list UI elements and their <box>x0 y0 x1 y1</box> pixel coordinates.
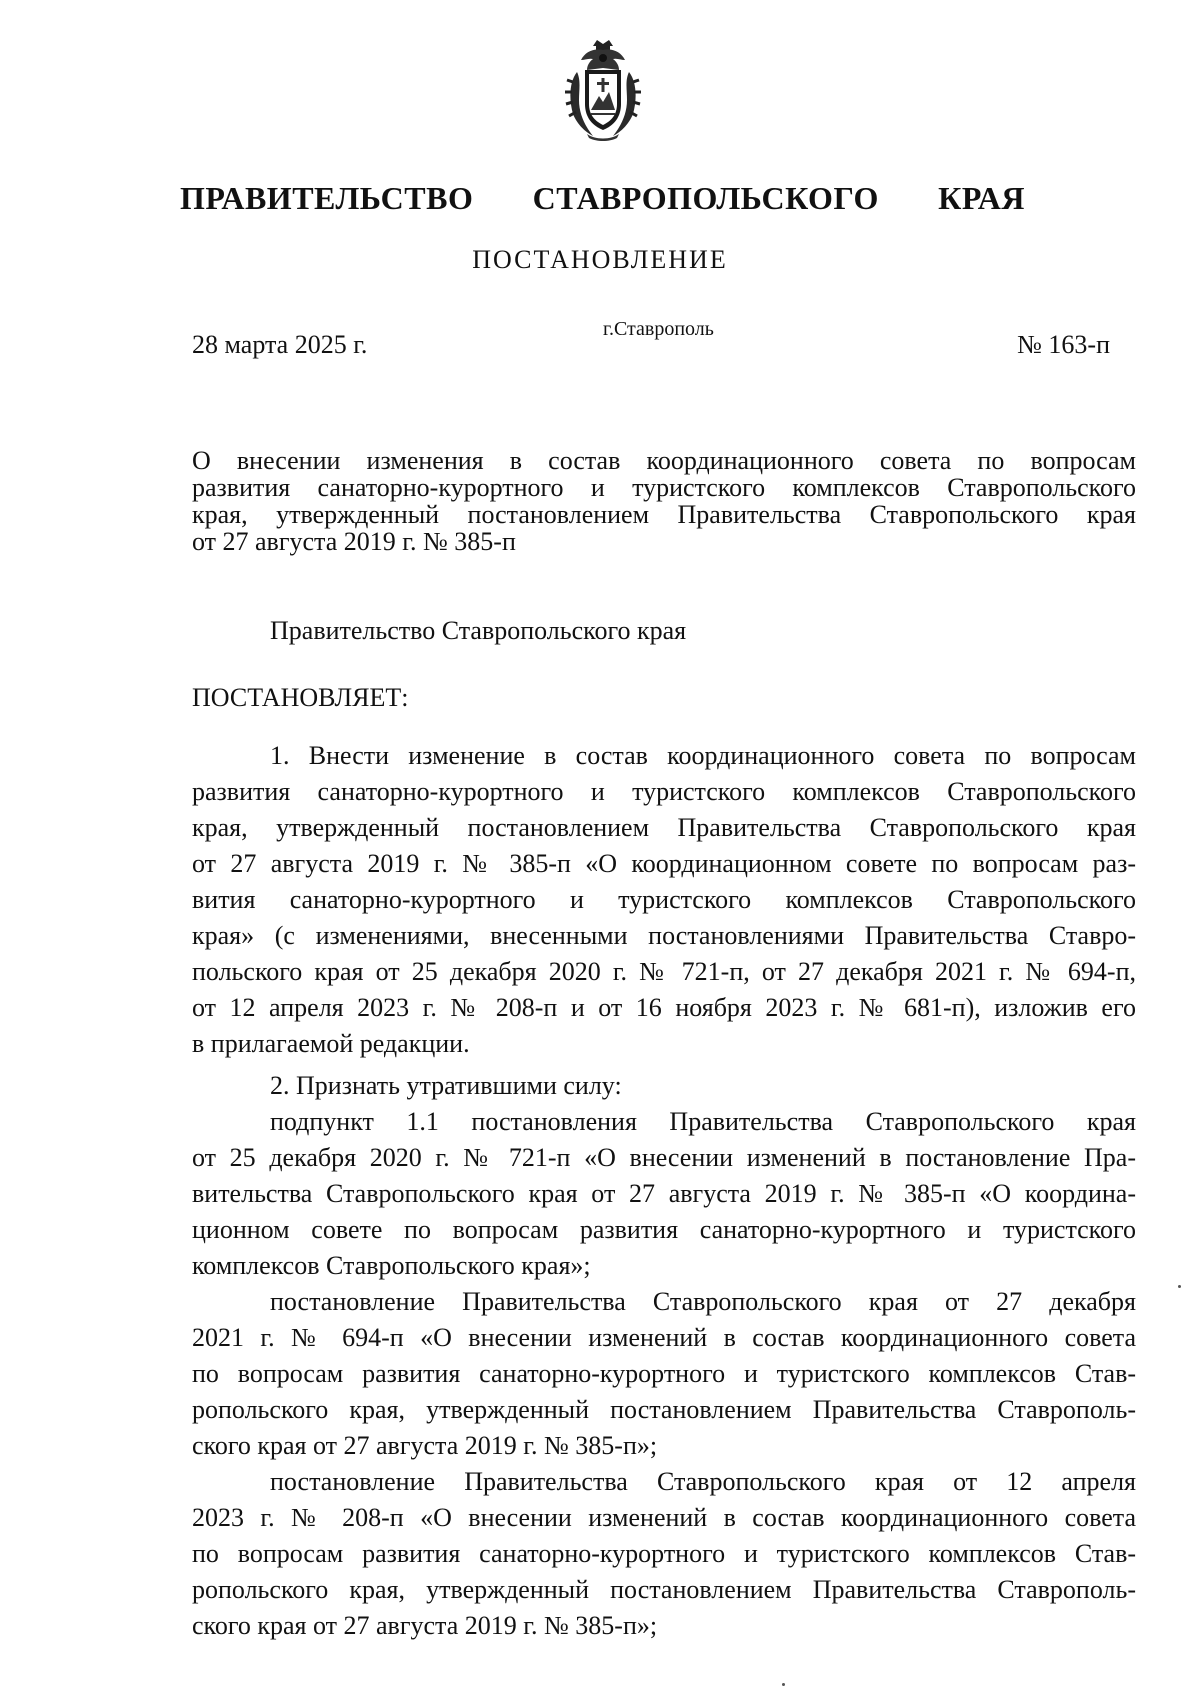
paragraph-line: края» (с изменениями, внесенными постановлениями Правительства Ставро- <box>192 921 1136 950</box>
paragraph-line: 2023 г. № 208-п «О внесении изменений в состав координационного совета <box>192 1503 1136 1532</box>
document-city: г.Ставрополь <box>603 318 714 340</box>
paragraph-1 <box>192 738 1136 1062</box>
paragraph-line: 2. Признать утратившими силу: <box>270 1071 622 1100</box>
paragraph-line: от 27 августа 2019 г. № 385-п «О координационном совете по вопросам раз- <box>192 849 1136 878</box>
gov-title-word-1: ПРАВИТЕЛЬСТВО <box>180 180 474 216</box>
document-number: № 163-п <box>1017 330 1110 359</box>
subject-line: края, утвержденный постановлением Правительства Ставропольского края <box>192 500 1136 529</box>
paragraph-line: ропольского края, утвержденный постановлением Правительства Ставрополь- <box>192 1395 1136 1424</box>
paragraph-line: ционном совете по вопросам развития санаторно-курортного и туристского <box>192 1215 1136 1244</box>
paragraph-line: постановление Правительства Ставропольского края от 27 декабря <box>270 1287 1136 1316</box>
paragraph-line: ского края от 27 августа 2019 г. № 385-п»; <box>192 1431 658 1460</box>
document-date: 28 марта 2025 г. <box>192 330 368 359</box>
gov-title-word-3: КРАЯ <box>938 180 1025 216</box>
gov-title-word-2: СТАВРОПОЛЬСКОГО <box>532 180 879 216</box>
scan-speck <box>782 1683 785 1686</box>
paragraph-2 <box>192 1068 1136 1644</box>
paragraph-line: края, утвержденный постановлением Правительства Ставропольского края <box>192 813 1136 842</box>
subject-line: развития санаторно-курортного и туристского комплексов Ставропольского <box>192 473 1136 502</box>
paragraph-line: по вопросам развития санаторно-курортного и туристского комплексов Став- <box>192 1539 1136 1568</box>
document-type: ПОСТАНОВЛЕНИЕ <box>472 245 728 274</box>
scan-speck <box>1178 1285 1181 1288</box>
paragraph-line: постановление Правительства Ставропольского края от 12 апреля <box>270 1467 1136 1496</box>
paragraph-line: от 25 декабря 2020 г. № 721-п «О внесении изменений в постановление Пра- <box>192 1143 1136 1172</box>
resolves-heading: ПОСТАНОВЛЯЕТ: <box>192 683 409 712</box>
document-subject <box>192 447 1136 555</box>
paragraph-line: польского края от 25 декабря 2020 г. № 721-п, от 27 декабря 2021 г. № 694-п, <box>192 957 1136 986</box>
paragraph-line: от 12 апреля 2023 г. № 208-п и от 16 ноября 2023 г. № 681-п), изложив его <box>192 993 1136 1022</box>
paragraph-line: 1. Внести изменение в состав координационного совета по вопросам <box>270 741 1136 770</box>
subject-line: от 27 августа 2019 г. № 385-п <box>192 527 516 556</box>
paragraph-line: комплексов Ставропольского края»; <box>192 1251 591 1280</box>
paragraph-line: в прилагаемой редакции. <box>192 1029 470 1058</box>
paragraph-line: по вопросам развития санаторно-курортного и туристского комплексов Став- <box>192 1359 1136 1388</box>
paragraph-line: ропольского края, утвержденный постановлением Правительства Ставрополь- <box>192 1575 1136 1604</box>
paragraph-line: 2021 г. № 694-п «О внесении изменений в состав координационного совета <box>192 1323 1136 1352</box>
paragraph-line: ского края от 27 августа 2019 г. № 385-п»; <box>192 1611 658 1640</box>
government-title <box>180 180 1025 217</box>
paragraph-line: подпункт 1.1 постановления Правительства Ставропольского края <box>270 1107 1136 1136</box>
preamble-text: Правительство Ставропольского края <box>270 616 687 645</box>
paragraph-line: вития санаторно-курортного и туристского комплексов Ставропольского <box>192 885 1136 914</box>
paragraph-line: вительства Ставропольского края от 27 августа 2019 г. № 385-п «О координа- <box>192 1179 1136 1208</box>
coat-of-arms-emblem <box>563 38 643 143</box>
subject-line: О внесении изменения в состав координационного совета по вопросам <box>192 446 1136 475</box>
paragraph-line: развития санаторно-курортного и туристского комплексов Ставропольского <box>192 777 1136 806</box>
